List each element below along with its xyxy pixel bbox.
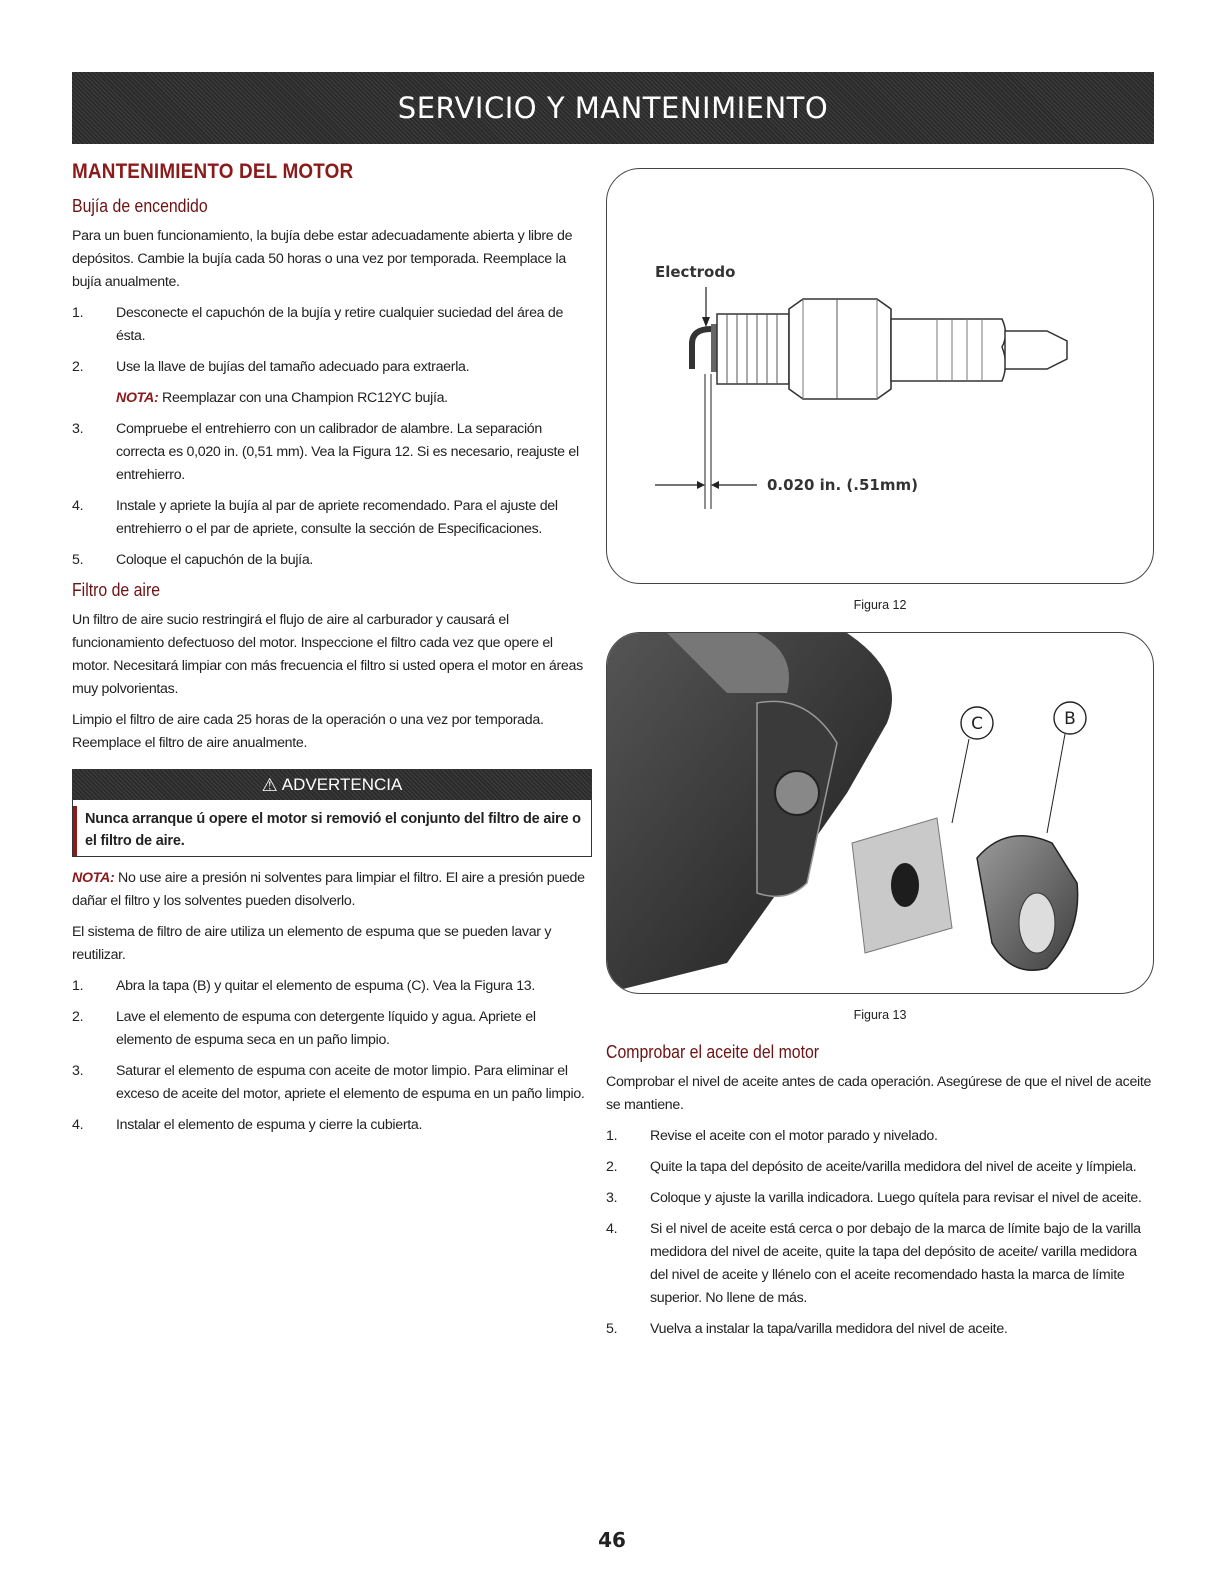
warning-header xyxy=(73,770,591,800)
air-filter-note: NOTA: No use aire a presión ni solventes para limpiar el filtro. El aire a presión puede dañar el filtro y los solventes pueden disolverlo. xyxy=(72,870,585,909)
air-filter-illustration xyxy=(607,633,1153,993)
foam-element-hole xyxy=(891,863,919,907)
warning-title: ADVERTENCIA xyxy=(281,775,403,794)
air-filter-para2: Limpio el filtro de aire cada 25 horas de la operación o una vez por temporada. Reemplace el filtro de aire anualmente. xyxy=(72,712,544,751)
section-title: MANTENIMIENTO DEL MOTOR xyxy=(72,160,354,183)
list-item: 1. Revise el aceite con el motor parado y nivelado. xyxy=(606,1128,938,1144)
gap-arrow-right-icon xyxy=(711,481,719,489)
plug-terminal xyxy=(1005,331,1067,369)
spark-plug-heading: Bujía de encendido xyxy=(72,196,208,216)
list-item: 3. Saturar el elemento de espuma con aceite de motor limpio. Para eliminar el exceso de aceite del motor, apriete el elemento de espuma en un paño limpio. xyxy=(72,1063,585,1102)
air-filter-steps xyxy=(72,975,592,1137)
warning-triangle-icon: ⚠ xyxy=(261,774,278,795)
spark-plug-steps xyxy=(72,302,592,572)
spark-plug-note: NOTA: Reemplazar con una Champion RC12YC bujía. xyxy=(116,390,448,406)
list-item: 2. Lave el elemento de espuma con detergente líquido y agua. Apriete el elemento de espuma seca en un paño limpio. xyxy=(72,1009,536,1048)
spark-plug-diagram xyxy=(607,169,1153,583)
callout-c-label: C xyxy=(971,714,983,734)
callout-b-label: B xyxy=(1064,709,1076,729)
list-item: 4. Instalar el elemento de espuma y cierre la cubierta. xyxy=(72,1117,423,1133)
filter-cover-opening xyxy=(1019,893,1055,953)
list-item: 4. Instale y apriete la bujía al par de apriete recomendado. Para el ajuste del entrehierro o el par de apriete, consulte la sección de Especificaciones. xyxy=(72,498,558,537)
list-item: 1. Desconecte el capuchón de la bujía y retire cualquier suciedad del área de ésta. xyxy=(72,305,564,344)
oil-check-heading: Comprobar el aceite del motor xyxy=(606,1042,820,1062)
list-item: 3. Compruebe el entrehierro con un calibrador de alambre. La separación correcta es 0,020 in. (0,51 mm). Vea la Figura 12. Si es necesario, reajuste el entrehierro. xyxy=(72,421,579,483)
list-item: 5. Vuelva a instalar la tapa/varilla medidora del nivel de aceite. xyxy=(606,1321,1008,1337)
oil-check-steps xyxy=(606,1125,1154,1341)
air-filter-para1: Un filtro de aire sucio restringirá el flujo de aire al carburador y causará el funcionamiento defectuoso del motor. Inspeccione el filtro cada vez que opere el motor. Necesitará limpiar con más frecuencia el filtro si usted opera el motor en áreas muy polvorientas. xyxy=(72,612,583,697)
list-item: 1. Abra la tapa (B) y quitar el elemento de espuma (C). Vea la Figura 13. xyxy=(72,978,536,994)
air-filter-para3: El sistema de filtro de aire utiliza un elemento de espuma que se pueden lavar y reutilizar. xyxy=(72,924,552,963)
plug-threads xyxy=(717,314,789,384)
page-number: 46 xyxy=(598,1528,626,1552)
callout-c-leader xyxy=(952,739,969,823)
section-banner xyxy=(72,72,1154,144)
list-item: 2. Quite la tapa del depósito de aceite/varilla medidora del nivel de aceite y límpiela. xyxy=(606,1159,1137,1175)
plug-insulator xyxy=(891,319,1006,381)
figure-13-caption: Figura 13 xyxy=(853,1008,907,1022)
electrode-arrow-icon xyxy=(702,317,710,327)
oil-check-intro: Comprobar el nivel de aceite antes de cada operación. Asegúrese de que el nivel de aceite se mantiene. xyxy=(606,1074,1152,1113)
list-item: 3. Coloque y ajuste la varilla indicadora. Luego quítela para revisar el nivel de aceite. xyxy=(606,1190,1142,1206)
spark-plug-intro: Para un buen funcionamiento, la bujía debe estar adecuadamente abierta y libre de depósitos. Cambie la bujía cada 50 horas o una vez por temporada. Reemplace la bujía anualmente. xyxy=(72,228,573,290)
right-column xyxy=(606,168,1154,1349)
list-item: 4. Si el nivel de aceite está cerca o por debajo de la marca de límite bajo de la varilla medidora del nivel de aceite, quite la tapa del depósito de aceite/ varilla medidora del nivel de aceite y llénelo con el aceite recomendado hasta la marca de límite superior. No llene de más. xyxy=(606,1221,1141,1306)
electrode-label: Electrodo xyxy=(655,263,736,281)
warning-box xyxy=(72,769,592,857)
plug-hex-nut xyxy=(789,299,891,399)
warning-text: Nunca arranque ú opere el motor si removió el conjunto del filtro de aire o el filtro de aire. xyxy=(73,806,591,856)
list-item: 2. Use la llave de bujías del tamaño adecuado para extraerla. NOTA: Reemplazar con una Champion RC12YC bujía. xyxy=(72,356,592,410)
center-electrode xyxy=(711,324,717,372)
list-item: 5. Coloque el capuchón de la bujía. xyxy=(72,552,314,568)
left-column xyxy=(72,160,592,1145)
figure-12-caption: Figura 12 xyxy=(853,598,907,612)
figure-12 xyxy=(606,168,1154,584)
primer-bulb xyxy=(775,771,819,815)
air-filter-heading: Filtro de aire xyxy=(72,580,161,600)
gap-arrow-left-icon xyxy=(697,481,705,489)
gap-label: 0.020 in. (.51mm) xyxy=(767,476,918,494)
figure-13 xyxy=(606,632,1154,994)
banner-title: SERVICIO Y MANTENIMIENTO xyxy=(397,91,829,125)
ground-electrode xyxy=(692,329,711,369)
callout-b-leader xyxy=(1047,734,1065,833)
